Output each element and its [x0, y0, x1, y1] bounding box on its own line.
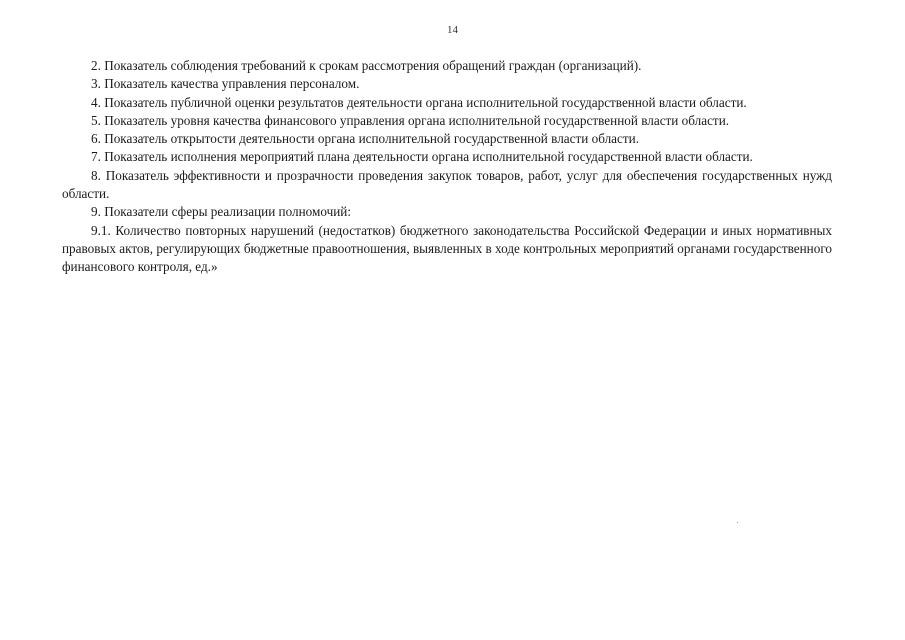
paragraph-item-3: 3. Показатель качества управления персоналом. — [91, 76, 360, 92]
scan-speck — [737, 522, 738, 523]
document-body — [62, 57, 832, 277]
paragraph-item-5: 5. Показатель уровня качества финансового управления органа исполнительной государственной власти области. — [91, 112, 730, 128]
paragraph-item-7: 7. Показатель исполнения мероприятий плана деятельности органа исполнительной государственной власти области. — [91, 149, 753, 165]
paragraph-item-2: 2. Показатель соблюдения требований к срокам рассмотрения обращений граждан (организаций). — [91, 58, 642, 73]
paragraph-item-9: 9. Показатели сферы реализации полномочий: — [91, 204, 352, 220]
page-number: 14 — [447, 24, 458, 36]
paragraph-item-8: 8. Показатель эффективности и прозрачности проведения закупок товаров, работ, услуг для обеспечения государственных нужд области. — [62, 167, 832, 202]
paragraph-item-6: 6. Показатель открытости деятельности органа исполнительной государственной власти области. — [91, 131, 639, 147]
paragraph-item-9-1: 9.1. Количество повторных нарушений (недостатков) бюджетного законодательства Российской Федерации и иных нормативных правовых актов, регулирующих бюджетные правоотношения, выявленных в ходе контрольных мероприятий органами государственного финансового контроля, ед.» — [62, 222, 832, 275]
paragraph-item-4: 4. Показатель публичной оценки результатов деятельности органа исполнительной государственной власти области. — [91, 94, 747, 110]
